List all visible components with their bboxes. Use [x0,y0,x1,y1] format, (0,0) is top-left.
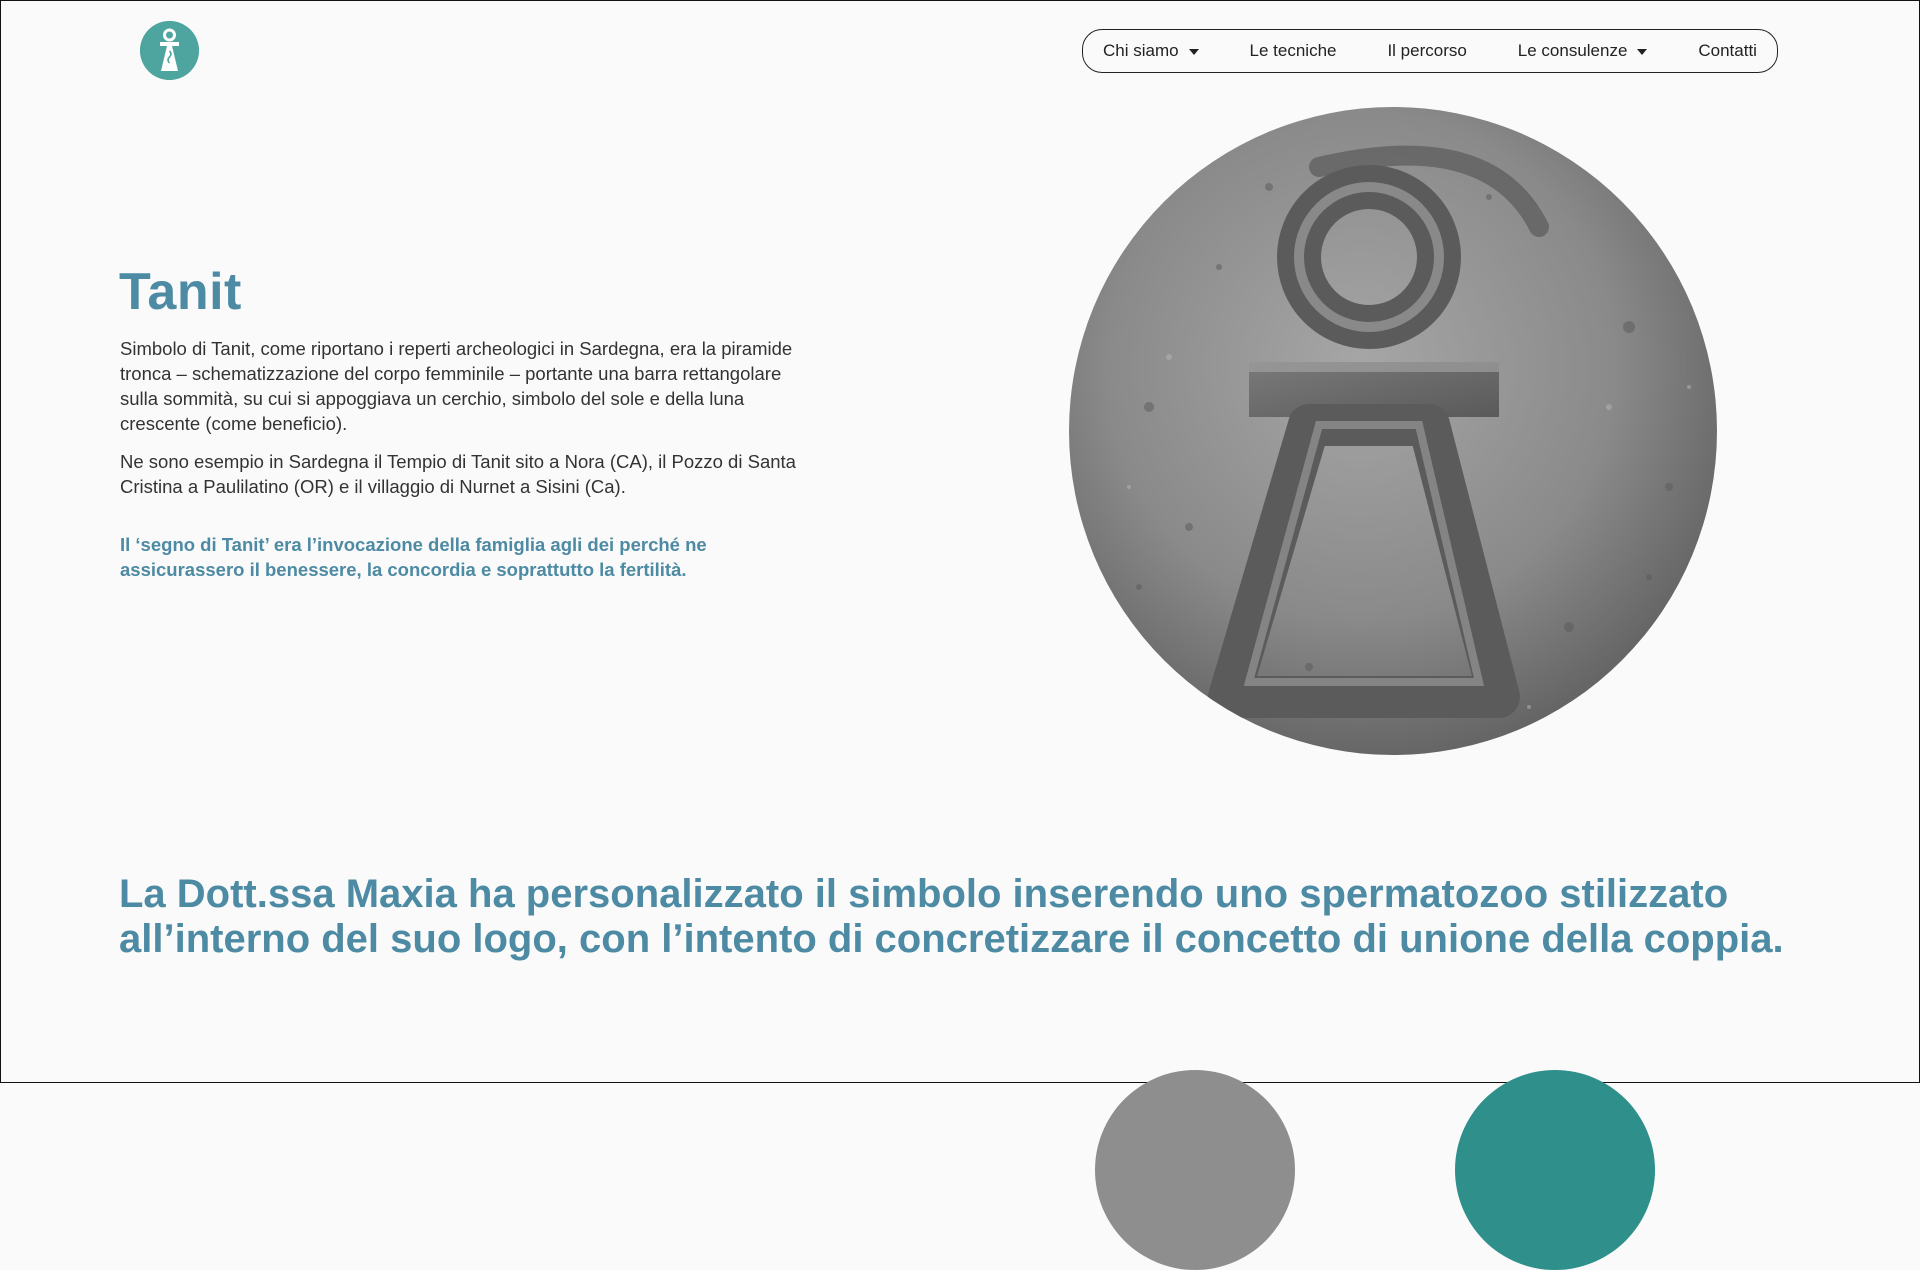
hero-paragraph-2: Ne sono esempio in Sardegna il Tempio di Tanit sito a Nora (CA), il Pozzo di Santa Cristina a Paulilatino (OR) e il villaggio di Nurnet a Sisini (Ca). [120,451,796,497]
bottom-image-left [1095,1070,1295,1270]
bottom-image-right [1455,1070,1655,1270]
nav-item-le-tecniche[interactable] [1250,41,1337,61]
tanit-symbol-icon [140,21,199,80]
nav-item-label: Le consulenze [1517,41,1628,60]
nav-item-le-consulenze[interactable] [1518,41,1648,61]
page-title: Tanit [119,263,242,321]
chevron-down-icon [1189,49,1199,55]
main-nav [1082,29,1778,73]
nav-item-il-percorso[interactable] [1387,41,1466,61]
site-logo[interactable] [140,21,199,80]
logo-statement: La Dott.ssa Maxia ha personalizzato il simbolo inserendo uno spermatozoo stilizzato all’interno del suo logo, con l’intento di concretizzare il concetto di unione della coppia. [119,872,1784,961]
tanit-stone-carving-icon [1069,107,1717,755]
nav-item-label: Chi siamo [1103,41,1179,60]
chevron-down-icon [1637,49,1647,55]
nav-item-contatti[interactable] [1698,41,1757,61]
nav-item-label: Le tecniche [1249,41,1337,60]
nav-item-label: Contatti [1698,41,1757,60]
hero-quote: Il ‘segno di Tanit’ era l’invocazione della famiglia agli dei perché ne assicurassero il benessere, la concordia e soprattutto la fertilità. [120,534,707,580]
nav-item-chi-siamo[interactable] [1103,41,1199,61]
nav-item-label: Il percorso [1387,41,1467,60]
tanit-stone-image [1069,107,1717,755]
hero-paragraph-1: Simbolo di Tanit, come riportano i reperti archeologici in Sardegna, era la piramide tronca – schematizzazione del corpo femminile – portante una barra rettangolare sulla sommità, su cui si appoggiava un cerchio, simbolo del sole e della luna crescente (come beneficio). [120,338,793,434]
